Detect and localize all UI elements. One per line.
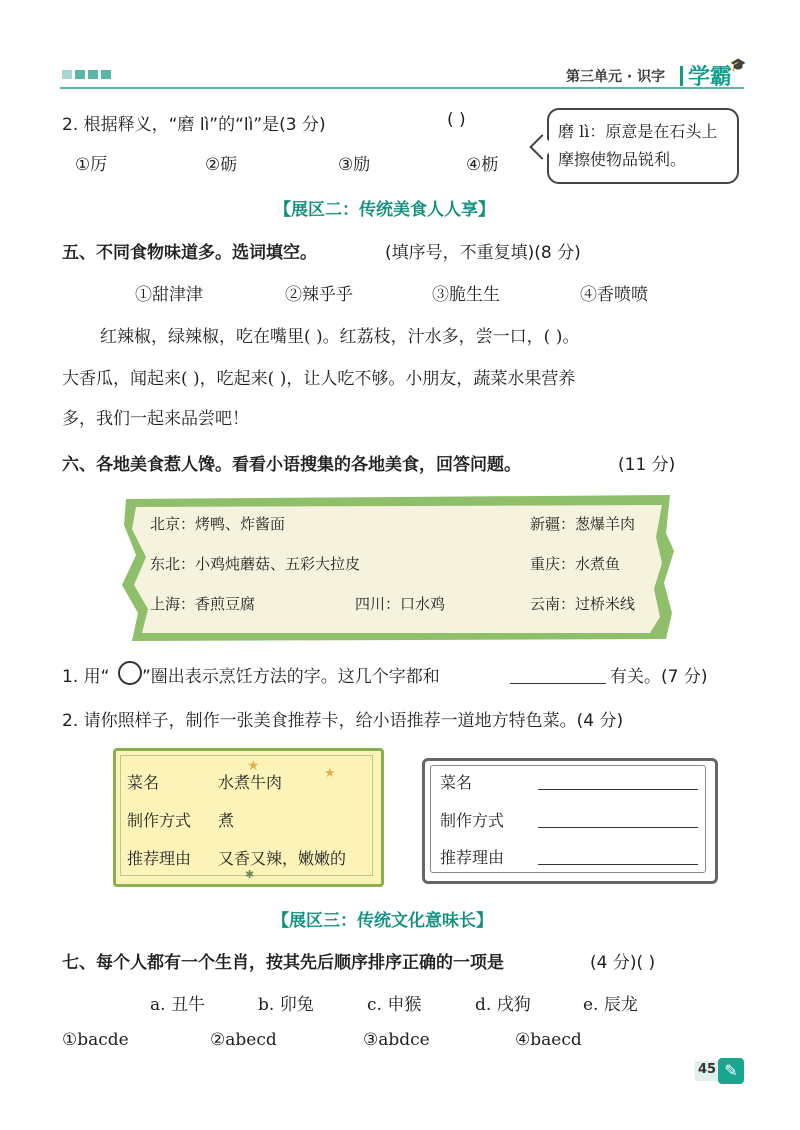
q2-option-1[interactable]: ①厉 xyxy=(75,155,108,175)
q7-option-4[interactable]: ④baecd xyxy=(515,1030,582,1050)
q7-item-c: c. 申猴 xyxy=(367,995,422,1015)
page-number: 45 xyxy=(698,1062,717,1077)
q5-passage-line-2: 大香瓜，闻起来( )，吃起来( )，让人吃不够。小朋友，蔬菜水果营养 xyxy=(62,369,576,389)
blank-reason-label: 推荐理由 xyxy=(440,848,505,867)
q6-title: 六、各地美食惹人馋。看看小语搜集的各地美食，回答问题。 xyxy=(62,455,521,475)
q5-title: 五、不同食物味道多。选词填空。 xyxy=(62,243,317,263)
circle-icon xyxy=(118,661,142,685)
blank-name-label: 菜名 xyxy=(440,773,473,792)
header-divider xyxy=(680,66,683,86)
q5-word-3: ③脆生生 xyxy=(432,285,500,305)
example-method-label: 制作方式 xyxy=(127,811,192,830)
example-method-value: 煮 xyxy=(218,811,235,830)
unit-title: 第三单元 · 识字 xyxy=(566,69,666,85)
q6-sub1-blank[interactable] xyxy=(510,683,606,684)
food-xinjiang: 新疆：葱爆羊肉 xyxy=(530,515,636,533)
example-name-label: 菜名 xyxy=(127,773,160,792)
q5-passage-line-3: 多，我们一起来品尝吧！ xyxy=(62,409,249,429)
example-reason-label: 推荐理由 xyxy=(127,849,192,868)
graduation-cap-icon: 🎓 xyxy=(730,58,747,73)
header-rule xyxy=(60,87,744,89)
food-chongqing: 重庆：水煮鱼 xyxy=(530,555,621,573)
q7-score[interactable]: (4 分)( ) xyxy=(590,953,656,973)
q6-sub1-start: 1. 用“ xyxy=(62,667,110,687)
pencil-icon: ✎ xyxy=(718,1058,744,1084)
q2-option-4[interactable]: ④枥 xyxy=(466,155,499,175)
food-shanghai: 上海：香煎豆腐 xyxy=(150,595,256,613)
zone2-title: 【展区二：传统美食人人享】 xyxy=(274,200,495,220)
q2-option-2[interactable]: ②砺 xyxy=(205,155,238,175)
q7-item-d: d. 戌狗 xyxy=(475,995,531,1015)
food-yunnan: 云南：过桥米线 xyxy=(530,595,636,613)
food-dongbei: 东北：小鸡炖蘑菇、五彩大拉皮 xyxy=(150,555,361,573)
q5-passage-line-1: 红辣椒，绿辣椒，吃在嘴里( )。红荔枝，汁水多，尝一口，( )。 xyxy=(100,327,580,347)
q2-option-3[interactable]: ③励 xyxy=(338,155,371,175)
q5-word-1: ①甜津津 xyxy=(135,285,203,305)
q6-sub2: 2. 请你照样子，制作一张美食推荐卡，给小语推荐一道地方特色菜。(4 分) xyxy=(62,711,624,731)
q7-option-1[interactable]: ①bacde xyxy=(62,1030,129,1050)
brand-logo: 学霸 xyxy=(688,65,733,90)
blank-method-line[interactable] xyxy=(538,827,698,828)
example-name-value: 水煮牛肉 xyxy=(218,773,283,792)
q7-item-b: b. 卯兔 xyxy=(258,995,314,1015)
q5-word-2: ②辣乎乎 xyxy=(285,285,353,305)
q5-note: (填序号，不重复填)(8 分) xyxy=(385,243,581,263)
food-beijing: 北京：烤鸭、炸酱面 xyxy=(150,515,286,533)
q7-title: 七、每个人都有一个生肖，按其先后顺序排序正确的一项是 xyxy=(62,953,504,973)
q2-text: 2. 根据释义，“磨 lì”的“lì”是(3 分) xyxy=(62,115,326,135)
q5-word-4: ④香喷喷 xyxy=(580,285,648,305)
zone3-title: 【展区三：传统文化意味长】 xyxy=(272,911,493,931)
definition-text: 磨 lì：原意是在石头上摩擦使物品锐利。 xyxy=(558,122,718,169)
q7-item-a: a. 丑牛 xyxy=(150,995,205,1015)
header-decoration xyxy=(62,70,111,79)
flower-icon: ✱ xyxy=(245,868,255,881)
q6-score: (11 分) xyxy=(618,455,676,475)
star-icon: ★ xyxy=(247,758,260,774)
example-reason-value: 又香又辣，嫩嫩的 xyxy=(218,849,347,868)
q7-option-2[interactable]: ②abecd xyxy=(210,1030,277,1050)
q7-item-e: e. 辰龙 xyxy=(583,995,638,1015)
blank-method-label: 制作方式 xyxy=(440,811,505,830)
food-sichuan: 四川：口水鸡 xyxy=(355,595,446,613)
blank-name-line[interactable] xyxy=(538,789,698,790)
star-icon: ★ xyxy=(324,766,336,781)
q6-sub1-end: 有关。(7 分) xyxy=(610,667,708,687)
q2-answer-paren[interactable]: ( ) xyxy=(447,110,466,130)
q6-sub1-middle: ”圈出表示烹饪方法的字。这几个字都和 xyxy=(142,667,440,687)
blank-reason-line[interactable] xyxy=(538,864,698,865)
q7-option-3[interactable]: ③abdce xyxy=(363,1030,430,1050)
